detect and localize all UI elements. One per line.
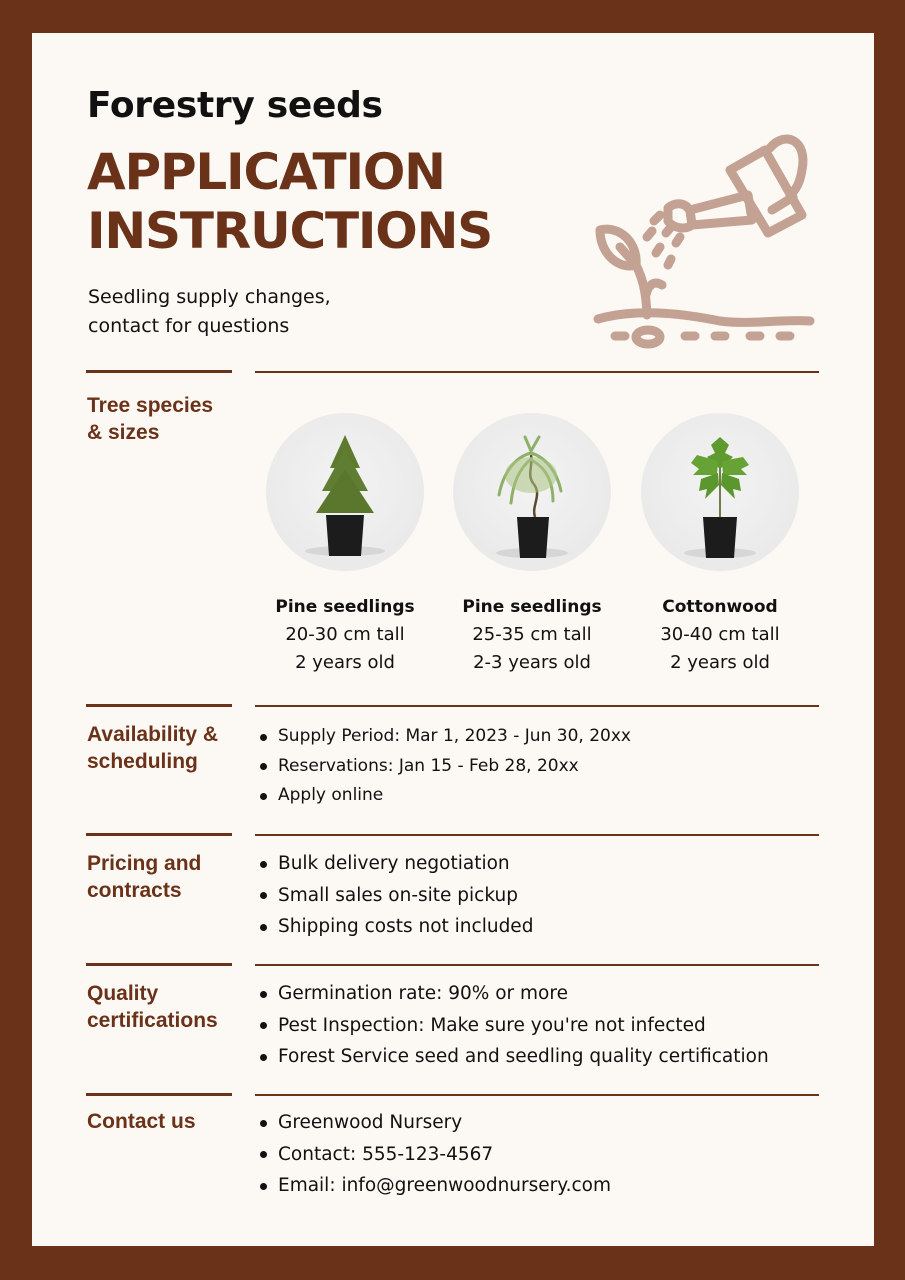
section-divider [255, 964, 819, 966]
potted-cottonwood-seedling-image [641, 413, 799, 571]
section-title-contact [87, 1108, 247, 1135]
list-item: Pest Inspection: Make sure you're not infected [258, 1010, 769, 1042]
species-height: 25-35 cm tall [472, 624, 592, 645]
section-title-line-2: & sizes [87, 421, 160, 444]
list-item: Reservations: Jan 15 - Feb 28, 20xx [258, 752, 631, 782]
potted-pine-seedling-image [266, 413, 424, 571]
list-item: Shipping costs not included [258, 911, 533, 943]
contact-list [258, 1107, 611, 1202]
list-item: Small sales on-site pickup [258, 880, 533, 912]
list-item: Contact: 555-123-4567 [258, 1139, 611, 1171]
section-divider [255, 1094, 819, 1096]
subtitle-line-1: Seedling supply changes, [88, 286, 331, 308]
species-card [630, 413, 810, 677]
section-title-line-2: scheduling [87, 750, 198, 773]
section-title-species [87, 392, 247, 446]
section-title-quality [87, 980, 247, 1034]
section-title-line-1: Pricing and [87, 852, 202, 875]
list-item: Bulk delivery negotiation [258, 848, 533, 880]
subtitle [88, 283, 331, 341]
section-divider-accent [86, 370, 232, 373]
section-title-line-1: Contact us [87, 1110, 196, 1133]
species-card [442, 413, 622, 677]
quality-list [258, 978, 769, 1073]
section-divider [255, 705, 819, 707]
list-item: Forest Service seed and seedling quality certification [258, 1041, 769, 1073]
section-divider [255, 371, 819, 373]
species-age: 2 years old [670, 652, 770, 673]
availability-list [258, 722, 631, 811]
section-divider-accent [86, 833, 232, 836]
list-item: Germination rate: 90% or more [258, 978, 769, 1010]
list-item: Apply online [258, 781, 631, 811]
section-title-line-2: contracts [87, 879, 182, 902]
subtitle-line-2: contact for questions [88, 315, 290, 337]
section-title-line-1: Quality [87, 982, 159, 1005]
list-item: Greenwood Nursery [258, 1107, 611, 1139]
section-title-line-1: Availability & [87, 723, 219, 746]
page-title-line-2: INSTRUCTIONS [87, 202, 493, 260]
species-card [255, 413, 435, 677]
watering-can-seedling-icon [580, 125, 830, 355]
potted-weeping-pine-seedling-image [453, 413, 611, 571]
section-title-line-2: certifications [87, 1009, 218, 1032]
section-title-line-1: Tree species [87, 394, 214, 417]
species-height: 20-30 cm tall [285, 624, 405, 645]
species-name: Cottonwood [662, 597, 778, 617]
species-age: 2 years old [295, 652, 395, 673]
page-title [87, 143, 492, 261]
section-divider-accent [86, 963, 232, 966]
document-page [32, 33, 874, 1246]
species-age: 2-3 years old [473, 652, 591, 673]
section-divider-accent [86, 704, 232, 707]
species-height: 30-40 cm tall [660, 624, 780, 645]
section-divider [255, 834, 819, 836]
species-name: Pine seedlings [275, 597, 415, 617]
section-title-pricing [87, 850, 247, 904]
email-link[interactable]: Email: info@greenwoodnursery.com [258, 1170, 611, 1202]
page-title-line-1: APPLICATION [87, 143, 445, 201]
list-item: Supply Period: Mar 1, 2023 - Jun 30, 20xx [258, 722, 631, 752]
section-divider-accent [86, 1093, 232, 1096]
section-title-availability [87, 721, 247, 775]
kicker-title: Forestry seeds [87, 85, 383, 126]
pricing-list [258, 848, 533, 943]
species-name: Pine seedlings [462, 597, 602, 617]
